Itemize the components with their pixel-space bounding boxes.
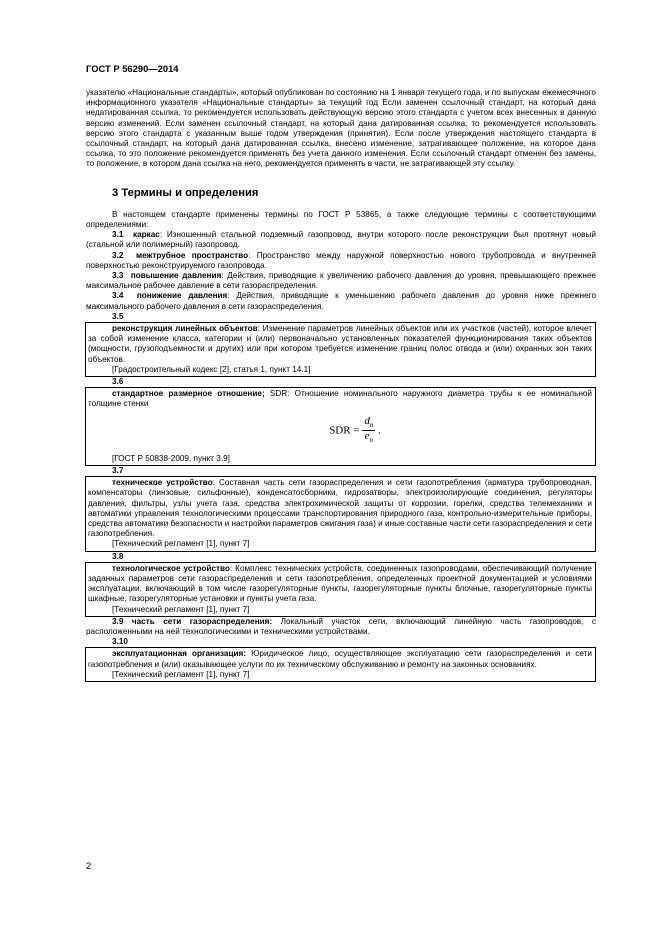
term-definition: : Составная часть сети газораспределения и сети газопотребления (арматура трубопроводная, компенсаторы (линзовые, сильфонные), конденсатосборники, гидрозатворы, электроизолирующие соединения, регуляторы давления, фильтры, узлы учета газа, средства электрохимической защиты от коррозии, горелки, средства телемеханики и автоматики управления технологическими процессами транспортирования природного газа, контрольно-измерительные приборы, средства автоматики безопасности и настройки параметров сжигания газа) и иные составные части сети газораспределения и сети газопотребления. — [88, 478, 592, 539]
term-3-5-box — [85, 322, 596, 377]
formula-equals: = — [353, 424, 360, 437]
term-number: 3.3 — [112, 271, 124, 281]
term-definition: : Пространство между наружной поверхностью нового трубопровода и внутренней поверхностью реконструируемого газопровода. — [86, 250, 596, 270]
formula-period: . — [378, 424, 381, 437]
term-name: реконструкция линейных объектов — [112, 324, 258, 334]
term-number: 3.7 — [112, 465, 124, 475]
term-3-3 — [86, 271, 596, 291]
term-name: каркас — [132, 230, 160, 240]
section-intro: В настоящем стандарте применены термины по ГОСТ Р 53865, а также следующие термины с соответствующими определениями: — [86, 209, 596, 230]
term-definition: : Комплекс технических устройств, соединенных газопроводами, обеспечивающий получение заданных параметров сети газораспределения и сети газопотребления, определенных проектной документацией и условиями эксплуатации, включающий в том числе газорегуляторные пункты, газорегуляторные пункты блочные, газорегуляторные пункты шкафные, газорегуляторные установки и пункты учета газа. — [88, 563, 592, 604]
term-name: стандартное размерное отношение; — [112, 389, 265, 399]
term-number: 3.4 — [112, 291, 124, 301]
intro-paragraph: указателю «Национальные стандарты», который опубликован по состоянию на 1 января текущего года, и по выпускам ежемесячного информационного указателя «Национальные стандарты» за текущий год Если заменен ссылочный стандарт, на который дана недатированная ссылка, то рекомендуется использовать действующую версию этого стандарта с учетом всех внесенных в данную версию изменений. Если заменен ссылочный стандарт, на который дана датированная ссылка, то рекомендуется использовать версию этого стандарта с указанным выше годом утверждения (принятия). Если после утверждения настоящего стандарта в ссылочный стандарт, на который дана датированная ссылка, внесено изменение, затрагивающее положение, на которое дана ссылка, то это положение рекомендуется применять без учета данного изменения. Если ссылочный стандарт отменен без замены, то положение, в котором дана ссылка на него, рекомендуется применять в части, не затрагивающей эту ссылку. — [86, 88, 596, 169]
term-source: [Градостроительный кодекс [2], статья 1, пункт 14.1] — [112, 364, 311, 374]
term-name: повышение давления — [130, 271, 222, 281]
term-3-6-box — [85, 387, 596, 466]
term-definition: Юридическое лицо, осуществляющее эксплуатацию сети газораспределения и сети газопотребления и (или) оказывающее услуги по их техническому обслуживанию и ремонту на законных основаниях. — [88, 649, 592, 669]
term-name: межтрубное пространство — [136, 250, 249, 260]
formula-numerator: d — [364, 414, 370, 427]
term-source: [ГОСТ Р 50838-2009, пункт 3.9] — [112, 453, 230, 463]
term-number: 3.2 — [112, 250, 124, 260]
term-number: 3.6 — [112, 377, 124, 387]
term-number: 3.10 — [112, 637, 128, 647]
term-source: [Технический регламент [1], пункт 7] — [112, 604, 250, 614]
term-definition: : Изношенный стальной подземный газопровод, внутри которого после реконструкции был протянут новый (стальной или полимерный) газопровод. — [86, 230, 596, 250]
formula-denominator-sub: n — [369, 436, 373, 445]
formula-fraction — [362, 416, 375, 446]
term-name: часть сети газораспределения: — [131, 616, 273, 626]
term-3-2 — [86, 251, 596, 271]
term-3-10-box — [85, 647, 596, 682]
page-content — [86, 88, 596, 682]
term-definition: : Действия, приводящие к увеличению рабочего давления до уровня, превышающего прежнее максимальное рабочее давление в сети газораспределения. — [86, 271, 596, 291]
term-name: техническое устройство — [112, 478, 213, 488]
sdr-formula — [118, 416, 592, 450]
formula-numerator-sub: n — [369, 420, 374, 429]
term-3-9 — [86, 617, 596, 637]
formula-lhs: SDR — [329, 424, 351, 437]
term-3-1 — [86, 230, 596, 250]
term-name: технологическое устройство — [112, 563, 230, 573]
term-3-4 — [86, 291, 596, 311]
term-name: понижение давления — [136, 291, 228, 301]
term-number: 3.9 — [112, 616, 124, 626]
term-name: эксплуатационная организация: — [112, 649, 247, 659]
section-title: 3 Термины и определения — [112, 186, 259, 199]
term-number: 3.8 — [112, 551, 124, 561]
term-number: 3.1 — [112, 230, 124, 240]
term-3-7-box — [85, 476, 596, 551]
term-definition: Локальный участок сети, включающий линейную часть газопроводов, с расположенными на ней технологическими и техническими устройствами. — [86, 616, 596, 636]
term-source: [Технический регламент [1], пункт 7] — [112, 669, 250, 679]
page-number: 2 — [86, 860, 92, 871]
term-3-8-box — [85, 562, 596, 617]
term-definition: : Действия, приводящие к уменьшению рабочего давления до уровня ниже прежнего максимального рабочего давления в сети газораспределения. — [86, 291, 596, 311]
term-definition: : Изменение параметров линейных объектов или их участков (частей), которое влечет за собой изменение класса, категории и (или) первоначально установленных показателей функционирования таких объектов (мощности, грузоподъемности и других) или при котором требуется изменение границ полос отвода и (или) охранных зон таких объектов. — [88, 324, 592, 364]
term-source: [Технический регламент [1], пункт 7] — [112, 539, 250, 549]
formula-denominator: e — [364, 430, 370, 443]
document-header: ГОСТ Р 56290—2014 — [86, 63, 179, 74]
term-definition: SDR: Отношение номинального наружного диаметра трубы к ее номинальной толщине стенки — [88, 389, 592, 409]
term-number: 3.5 — [112, 311, 124, 321]
